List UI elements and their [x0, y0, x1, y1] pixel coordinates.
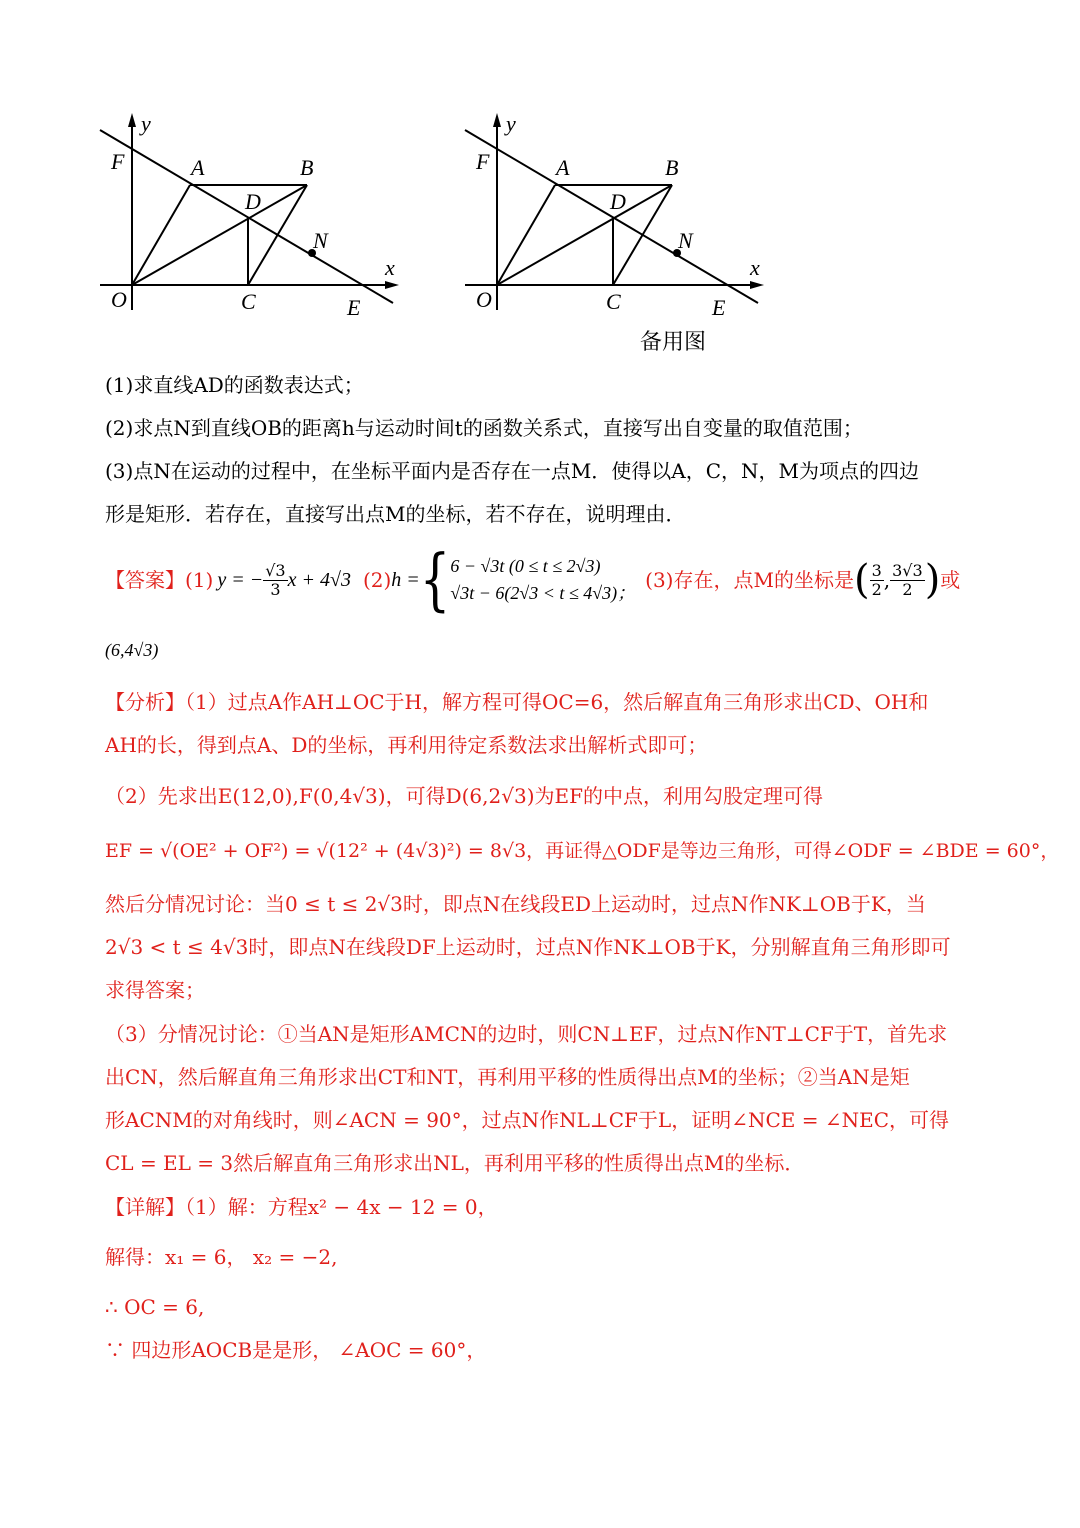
svg-text:N: N	[313, 228, 328, 253]
svg-text:x: x	[750, 255, 760, 280]
svg-text:B: B	[665, 155, 679, 180]
detail-line-3: ∴ OC = 6,	[105, 1295, 205, 1319]
y-arrow	[128, 113, 136, 127]
svg-text:A: A	[556, 155, 570, 180]
x-arrow	[385, 281, 399, 289]
svg-text:N: N	[678, 228, 693, 253]
detail-line-2: 解得：x₁ = 6， x₂ = −2,	[105, 1245, 338, 1269]
analysis-line-2: AH的长，得到点A、D的坐标，再利用待定系数法求出解析式即可；	[105, 733, 708, 757]
detail-line-4: ∵ 四边形AOCB是是形， ∠AOC = 60°，	[105, 1338, 487, 1362]
svg-text:O: O	[111, 287, 127, 312]
cases-brace: {	[419, 540, 451, 620]
svg-text:y: y	[506, 111, 516, 136]
figure-main	[95, 105, 405, 334]
analysis-line-8: （3）分情况讨论：①当AN是矩形AMCN的边时，则CN⊥EF，过点N作NT⊥CF于T，首先求	[105, 1022, 948, 1046]
figure-caption: 备用图	[640, 330, 707, 355]
detail-line-1: 【详解】（1）解：方程x² − 4x − 12 = 0，	[105, 1195, 498, 1219]
svg-text:F: F	[111, 149, 125, 174]
analysis-line-1: 【分析】（1）过点A作AH⊥OC于H，解方程可得OC=6，然后解直角三角形求出CD、OH和	[105, 690, 929, 714]
svg-text:B: B	[300, 155, 314, 180]
svg-text:D: D	[245, 189, 261, 214]
figure-backup	[460, 105, 770, 334]
analysis-line-4: EF = √(OE² + OF²) = √(12² + (4√3)²) = 8√3，再证得△ODF是等边三角形，可得∠ODF = ∠BDE = 60°，	[105, 840, 1060, 862]
answer-fraction-1: $\frac{√3}{3}$	[265, 560, 286, 599]
segment-oa	[132, 185, 190, 285]
svg-text:x: x	[385, 255, 395, 280]
svg-text:F: F	[476, 149, 490, 174]
analysis-line-5: 然后分情况讨论：当0 ≤ t ≤ 2√3时，即点N在线段ED上运动时，过点N作NK⊥OB于K，当	[105, 892, 926, 916]
svg-text:E: E	[712, 295, 726, 320]
question-2: (2)求点N到直线OB的距离h与运动时间t的函数关系式，直接写出自变量的取值范围；	[105, 416, 863, 440]
analysis-line-3: （2）先求出E(12,0),F(0,4√3)，可得D(6,2√3)为EF的中点，利用勾股定理可得	[105, 784, 823, 808]
svg-text:C: C	[241, 289, 256, 314]
geometry-diagram	[95, 105, 405, 330]
svg-text:D: D	[610, 189, 626, 214]
analysis-line-7: 求得答案；	[105, 978, 205, 1002]
analysis-line-6: 2√3 < t ≤ 4√3时，即点N在线段DF上运动时，过点N作NK⊥OB于K，分别解直角三角形即可	[105, 935, 951, 959]
geometry-diagram-backup	[460, 105, 770, 330]
analysis-line-10: 形ACNM的对角线时，则∠ACN = 90°，过点N作NL⊥CF于L，证明∠NCE = ∠NEC，可得	[105, 1108, 949, 1132]
question-3-line2: 形是矩形．若存在，直接写出点M的坐标，若不存在，说明理由．	[105, 502, 686, 526]
svg-text:E: E	[347, 295, 361, 320]
question-1: (1)求直线AD的函数表达式；	[105, 373, 364, 397]
answer-cases: 6 − √3t (0 ≤ t ≤ 2√3) √3t − 6(2√3 < t ≤ 4√3)；	[450, 556, 636, 603]
answer-tag: 【答案】	[105, 568, 185, 592]
analysis-line-11: CL = EL = 3然后解直角三角形求出NL，再利用平移的性质得出点M的坐标．	[105, 1151, 805, 1175]
svg-text:A: A	[191, 155, 205, 180]
svg-text:y: y	[141, 111, 151, 136]
analysis-line-9: 出CN，然后解直角三角形求出CT和NT，再利用平移的性质得出点M的坐标；②当AN是矩	[105, 1065, 910, 1089]
question-3-line1: (3)点N在运动的过程中，在坐标平面内是否存在一点M．使得以A，C，N，M为项点的四边	[105, 459, 920, 483]
answer-second-point: (6,4√3)	[105, 640, 159, 660]
svg-text:O: O	[476, 287, 492, 312]
answer-block: 【答案】 (1) y = − $\frac{√3}{3}$ x + 4√3 (2) h = { 6 − √3t (0 ≤ t ≤ 2√3) √3t − 6(2√3 < t ≤ 4√3)； (3)存在，点M的坐标是 ( $\frac{3}{2}$ , $\frac{3√3}{2}$ ) 或	[105, 540, 961, 620]
svg-text:C: C	[606, 289, 621, 314]
